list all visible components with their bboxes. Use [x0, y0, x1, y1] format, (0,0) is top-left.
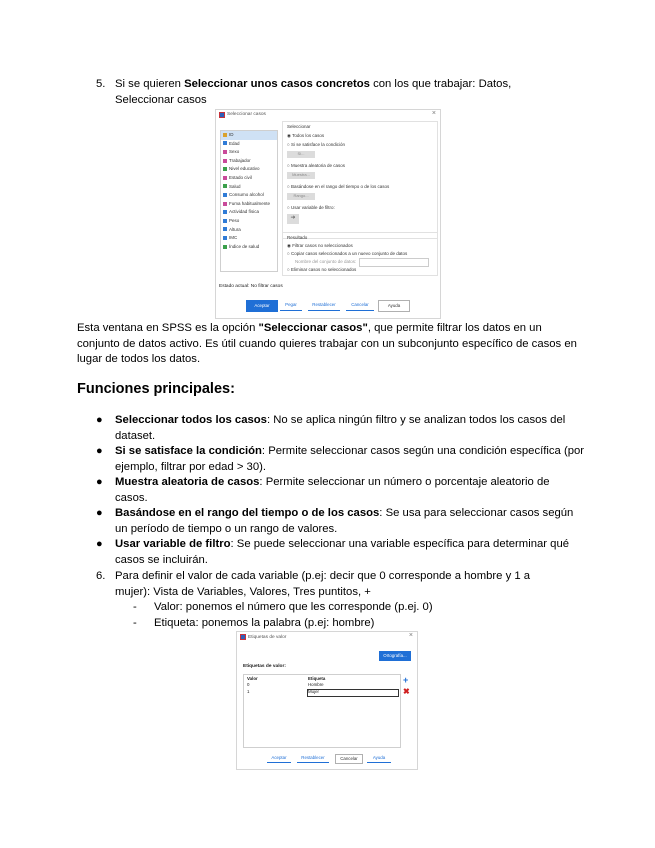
output-delete-label: Eliminar casos no seleccionados — [290, 267, 357, 272]
section-heading: Funciones principales: — [77, 381, 235, 397]
bullet-icon: ● — [96, 476, 103, 488]
dialog-title: Seleccionar casos — [227, 112, 266, 117]
option-condition-label: Si se satisface la condición — [290, 142, 345, 147]
variable-name: IMC — [229, 235, 238, 241]
variable-type-icon — [223, 236, 227, 240]
dash-icon: - — [133, 601, 137, 613]
variable-type-icon — [223, 202, 227, 206]
bullet-item-filter-text: : Se puede seleccionar una variable específica para determinar qué casos se incluirán. — [115, 538, 570, 566]
step6-sub-value: Valor: ponemos el número que les corresponde (p.ej. 0) — [154, 601, 433, 613]
sample-button[interactable]: Muestra... — [287, 172, 315, 179]
spss-logo-icon — [240, 634, 246, 640]
output-copy-label: Copiar casos seleccionados a un nuevo conjunto de datos — [290, 251, 408, 256]
dash-icon: - — [133, 617, 137, 629]
dialog1-button-row — [216, 300, 440, 312]
variable-item[interactable] — [221, 234, 277, 243]
variable-name: Fuma habitualmente — [229, 200, 271, 206]
option-range-label: Basándose en el rango del tiempo o de los casos — [290, 184, 390, 189]
dialog2-button-row — [237, 754, 417, 764]
functions-list — [0, 413, 655, 573]
step5-text-after: con los que trabajar: Datos, Seleccionar casos — [115, 78, 512, 106]
move-arrow-icon[interactable]: ➜ — [287, 214, 299, 224]
output-filter-label: Filtrar casos no seleccionados — [292, 243, 353, 248]
variable-name: Estado civil — [229, 174, 252, 180]
option-filter-label: Usar variable de filtro: — [290, 205, 335, 210]
option-range[interactable]: ○ Basándose en el rango del tiempo o de los casos — [287, 184, 390, 189]
variable-item[interactable] — [221, 157, 277, 166]
step6-sub-label: Etiqueta: ponemos la palabra (p.ej: hombre) — [154, 617, 375, 629]
dataset-name-label: Nombre del conjunto de datos: — [295, 259, 357, 264]
variable-item[interactable] — [221, 243, 277, 252]
select-group — [282, 121, 438, 239]
status-text: Estado actual: No filtrar casos — [219, 284, 283, 289]
variable-name: Actividad física — [229, 209, 260, 215]
bullet-item-all-text: : No se aplica ningún filtro y se analizan todos los casos del dataset. — [115, 414, 566, 442]
variable-name: Trabajador — [229, 157, 251, 163]
reset-button[interactable]: Restablecer — [308, 300, 340, 311]
reset-button[interactable]: Restablecer — [297, 754, 329, 763]
bullet-item-range-text: : Se usa para seleccionar casos según un período de tiempo o un rango de valores. — [115, 507, 574, 535]
variable-item[interactable] — [221, 148, 277, 157]
cancel-button[interactable]: Cancelar — [346, 300, 374, 311]
bullet-item-filter — [115, 537, 585, 568]
variable-name: ID — [229, 132, 234, 137]
row-value-cell[interactable]: 0 — [247, 682, 250, 687]
bullet-item-condition-text: : Permite seleccionar casos según una condición específica (por ejemplo, filtrar por edad > 30). — [115, 445, 585, 473]
step6-text: Para definir el valor de cada variable (p.ej: decir que 0 corresponde a hombre y 1 a mujer): Vista de Variables, Valores, Tres puntitos, + — [115, 570, 531, 598]
variable-type-icon — [223, 193, 227, 197]
remove-icon[interactable]: ✖ — [403, 687, 410, 696]
close-icon[interactable]: × — [408, 632, 413, 639]
label-edit-field[interactable] — [307, 689, 399, 697]
step5-text-before: Si se quieren — [115, 78, 185, 90]
output-group — [282, 232, 438, 276]
paste-button[interactable]: Pegar — [280, 300, 302, 311]
variable-type-icon — [223, 150, 227, 154]
variable-name: Altura — [229, 226, 241, 232]
variable-name: Peso — [229, 217, 240, 223]
variable-item[interactable] — [221, 226, 277, 235]
option-random[interactable]: ○ Muestra aleatoria de casos — [287, 163, 345, 168]
intro-text-1: Esta ventana en SPSS es la opción — [77, 322, 259, 334]
variable-item[interactable] — [221, 191, 277, 200]
variable-item[interactable] — [221, 131, 277, 140]
accept-button[interactable]: Aceptar — [246, 300, 278, 312]
option-random-label: Muestra aleatoria de casos — [290, 163, 345, 168]
row-label-cell[interactable]: Hombre — [308, 682, 324, 687]
bullet-item-filter-bold: Usar variable de filtro — [115, 538, 231, 550]
variable-type-icon — [223, 176, 227, 180]
variable-name: Consumo alcohol — [229, 192, 264, 198]
bullet-icon: ● — [96, 414, 103, 426]
step5-number: 5. — [96, 78, 106, 90]
variable-item[interactable] — [221, 200, 277, 209]
variable-name: Sexo — [229, 149, 240, 155]
variable-name: Edad — [229, 140, 240, 146]
intro-text-2: , que permite filtrar los datos en un conjunto de datos activo. Es útil cuando quieres trabajar con un subconjunto específico de casos en lugar de todos los datos. — [77, 322, 577, 365]
close-icon[interactable]: × — [431, 110, 436, 117]
column-value-header: Valor — [247, 676, 258, 681]
spss-logo-icon — [219, 112, 225, 118]
step5-text — [115, 77, 555, 108]
output-copy[interactable]: ○ Copiar casos seleccionados a un nuevo conjunto de datos — [287, 251, 408, 256]
variable-type-icon — [223, 141, 227, 145]
output-delete[interactable]: ○ Eliminar casos no seleccionados — [287, 267, 357, 272]
option-all-cases[interactable]: ◉ Todos los casos — [287, 133, 325, 138]
bullet-icon: ● — [96, 507, 103, 519]
bullet-item-condition-bold: Si se satisface la condición — [115, 445, 262, 457]
variable-type-icon — [223, 210, 227, 214]
accept-button[interactable]: Aceptar — [267, 754, 291, 763]
intro-paragraph — [77, 321, 582, 368]
value-labels-grid[interactable] — [243, 674, 401, 748]
variable-name: Nivel educativo — [229, 166, 260, 172]
bullet-item-condition — [115, 444, 585, 475]
value-labels-title: Etiquetas de valor: — [243, 664, 286, 669]
bullet-item-random — [115, 475, 585, 506]
option-all-cases-label: Todos los casos — [292, 133, 325, 138]
output-filter[interactable]: ◉ Filtrar casos no seleccionados — [287, 243, 353, 248]
value-labels-dialog — [236, 631, 418, 770]
variable-item[interactable] — [221, 217, 277, 226]
dataset-name-input[interactable] — [359, 258, 429, 267]
row-value-cell[interactable]: 1 — [247, 689, 250, 694]
variable-type-icon — [223, 184, 227, 188]
dialog2-title: Etiquetas de valor — [248, 635, 287, 640]
bullet-icon: ● — [96, 445, 103, 457]
column-label-header: Etiqueta — [308, 676, 326, 681]
row-label-cell[interactable]: Mujer — [308, 689, 319, 694]
bullet-item-all-bold: Seleccionar todos los casos — [115, 414, 267, 426]
add-icon[interactable]: + — [403, 675, 409, 685]
option-filter[interactable]: ○ Usar variable de filtro: — [287, 205, 335, 210]
variable-type-icon — [223, 219, 227, 223]
variable-type-icon — [223, 245, 227, 249]
variable-item[interactable] — [221, 140, 277, 149]
variable-type-icon — [223, 133, 227, 137]
variable-type-icon — [223, 159, 227, 163]
option-condition[interactable]: ○ Si se satisface la condición — [287, 142, 345, 147]
bullet-item-random-text: : Permite seleccionar un número o porcentaje aleatorio de casos. — [115, 476, 550, 504]
variable-type-icon — [223, 167, 227, 171]
step6-number: 6. — [96, 570, 106, 582]
variable-list[interactable] — [220, 130, 278, 272]
select-cases-dialog — [215, 109, 441, 319]
if-button[interactable]: Si... — [287, 151, 315, 158]
intro-bold: "Seleccionar casos" — [258, 322, 368, 334]
variable-name: Índice de salud — [229, 243, 260, 249]
range-button[interactable]: Rango... — [287, 193, 315, 200]
output-group-title: Resultado — [287, 235, 308, 240]
bullet-item-range-bold: Basándose en el rango del tiempo o de los casos — [115, 507, 380, 519]
bullet-icon: ● — [96, 538, 103, 550]
variable-item[interactable] — [221, 165, 277, 174]
variable-name: Salud — [229, 183, 241, 189]
variable-item[interactable] — [221, 174, 277, 183]
cancel-button[interactable]: Cancelar — [335, 754, 363, 764]
spelling-button[interactable]: Ortografía... — [379, 651, 411, 661]
variable-item[interactable] — [221, 183, 277, 192]
bullet-item-all — [115, 413, 585, 444]
dialog-titlebar — [216, 110, 440, 121]
variable-item[interactable] — [221, 208, 277, 217]
help-button[interactable]: Ayuda — [378, 300, 410, 312]
select-group-title: Seleccionar — [287, 124, 311, 129]
bullet-item-random-bold: Muestra aleatoria de casos — [115, 476, 260, 488]
variable-type-icon — [223, 227, 227, 231]
bullet-item-range — [115, 506, 585, 537]
step5-bold: Seleccionar unos casos concretos — [184, 78, 370, 90]
help-button[interactable]: Ayuda — [367, 754, 391, 763]
